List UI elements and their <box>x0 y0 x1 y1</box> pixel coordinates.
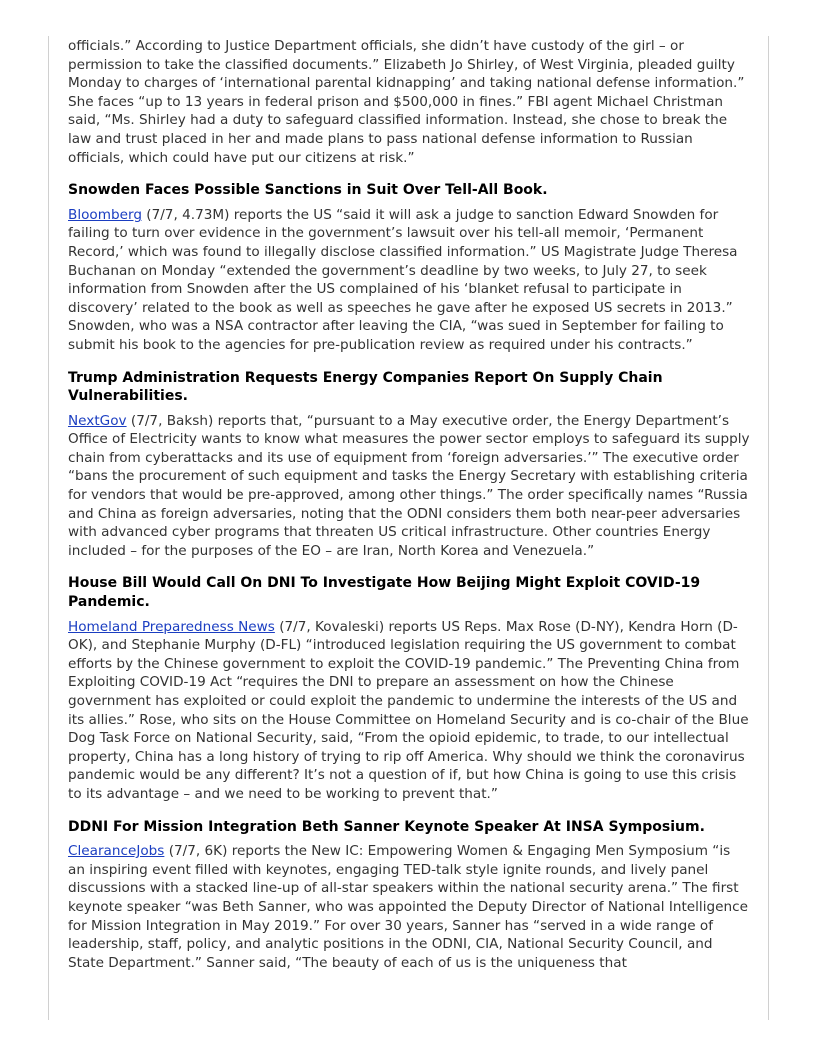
page-left-rule <box>48 36 49 1020</box>
article-body <box>68 206 750 355</box>
article-text: (7/7, 4.73M) reports the US “said it will ask a judge to sanction Edward Snowden for failing to turn over evidence in the government’s lawsuit over his tell-all memoir, ‘Permanent Record,’ which was found to illegally disclose classified information.” US Magistrate Judge Theresa Buchanan on Monday “extended the government’s deadline by two weeks, to July 27, to seek information from Snowden after the US complained of his ‘blanket refusal to participate in discovery’ related to the book as well as speeches he gave after he exposed US secrets in 2013.” Snowden, who was a NSA contractor after leaving the CIA, “was sued in September for failing to submit his book to the agencies for pre-publication review as required under his contracts.” <box>68 206 738 353</box>
article-insa-symposium <box>68 818 750 973</box>
source-link-homeland-preparedness-news[interactable]: Homeland Preparedness News <box>68 618 275 635</box>
article-text: (7/7, Baksh) reports that, “pursuant to a May executive order, the Energy Department’s Office of Electricity wants to know what measures the power sector employs to safeguard its supply chain from cyberattacks and its use of equipment from ‘foreign adversaries.’” The executive order “bans the procurement of such equipment and tasks the Energy Secretary with establishing criteria for vendors that would be pre-approved, among other things.” The order specifically names “Russia and China as foreign adversaries, noting that the ODNI considers them both near-peer adversaries with advanced cyber programs that threaten US critical infrastructure. Other countries Energy included – for the purposes of the EO – are Iran, North Korea and Venezuela.” <box>68 412 750 559</box>
article-text: (7/7, Kovaleski) reports US Reps. Max Rose (D-NY), Kendra Horn (D-OK), and Stephanie Murphy (D-FL) “introduced legislation requiring the US government to combat efforts by the Chinese government to exploit the COVID-19 pandemic.” The Preventing China from Exploiting COVID-19 Act “requires the DNI to prepare an assessment on how the Chinese government has exploited or could exploit the pandemic to undermine the interests of the US and its allies.” Rose, who sits on the House Committee on Homeland Security and is co-chair of the Blue Dog Task Force on National Security, said, “From the opioid epidemic, to trade, to our intellectual property, China has a long history of trying to rip off America. Why should we think the coronavirus pandemic would be any different? It’s not a question of if, but how China is going to use this crisis to its advantage – and we need to be working to prevent that.” <box>68 618 749 802</box>
article-energy-supply-chain <box>68 369 750 561</box>
article-body <box>68 618 750 804</box>
document-body <box>68 37 750 972</box>
continued-paragraph: officials.” According to Justice Department officials, she didn’t have custody of the girl – or permission to take the classified documents.” Elizabeth Jo Shirley, of West Virginia, pleaded guilty Monday to charges of ‘international parental kidnapping’ and taking national defense information.” She faces “up to 13 years in federal prison and $500,000 in fines.” FBI agent Michael Christman said, “Ms. Shirley had a duty to safeguard classified information. Instead, she chose to break the law and trust placed in her and made plans to pass national defense information to Russian officials, which could have put our citizens at risk.” <box>68 38 745 166</box>
article-body <box>68 412 750 561</box>
article-body <box>68 842 750 972</box>
article-text: (7/7, 6K) reports the New IC: Empowering Women & Engaging Men Symposium “is an inspiring event filled with keynotes, engaging TED-talk style ignite rounds, and lively panel discussions with a stacked line-up of all-star speakers within the national security arena.” The first keynote speaker “was Beth Sanner, who was appointed the Deputy Director of National Intelligence for Mission Integration in May 2019.” For over 30 years, Sanner has “served in a wide range of leadership, staff, policy, and analytic positions in the ODNI, CIA, National Security Council, and State Department.” Sanner said, “The beauty of each of us is the uniqueness that <box>68 843 748 971</box>
source-link-clearancejobs[interactable]: ClearanceJobs <box>68 843 165 860</box>
source-link-bloomberg[interactable]: Bloomberg <box>68 206 142 223</box>
page-right-rule <box>768 36 769 1020</box>
article-headline: Trump Administration Requests Energy Companies Report On Supply Chain Vulnerabilities. <box>68 369 663 405</box>
article-headline: DDNI For Mission Integration Beth Sanner Keynote Speaker At INSA Symposium. <box>68 818 705 835</box>
article-covid-bill <box>68 574 750 803</box>
article-snowden <box>68 181 750 354</box>
article-headline: Snowden Faces Possible Sanctions in Suit Over Tell-All Book. <box>68 182 548 199</box>
article-headline: House Bill Would Call On DNI To Investigate How Beijing Might Exploit COVID-19 Pandemic. <box>68 575 701 611</box>
source-link-nextgov[interactable]: NextGov <box>68 412 127 429</box>
